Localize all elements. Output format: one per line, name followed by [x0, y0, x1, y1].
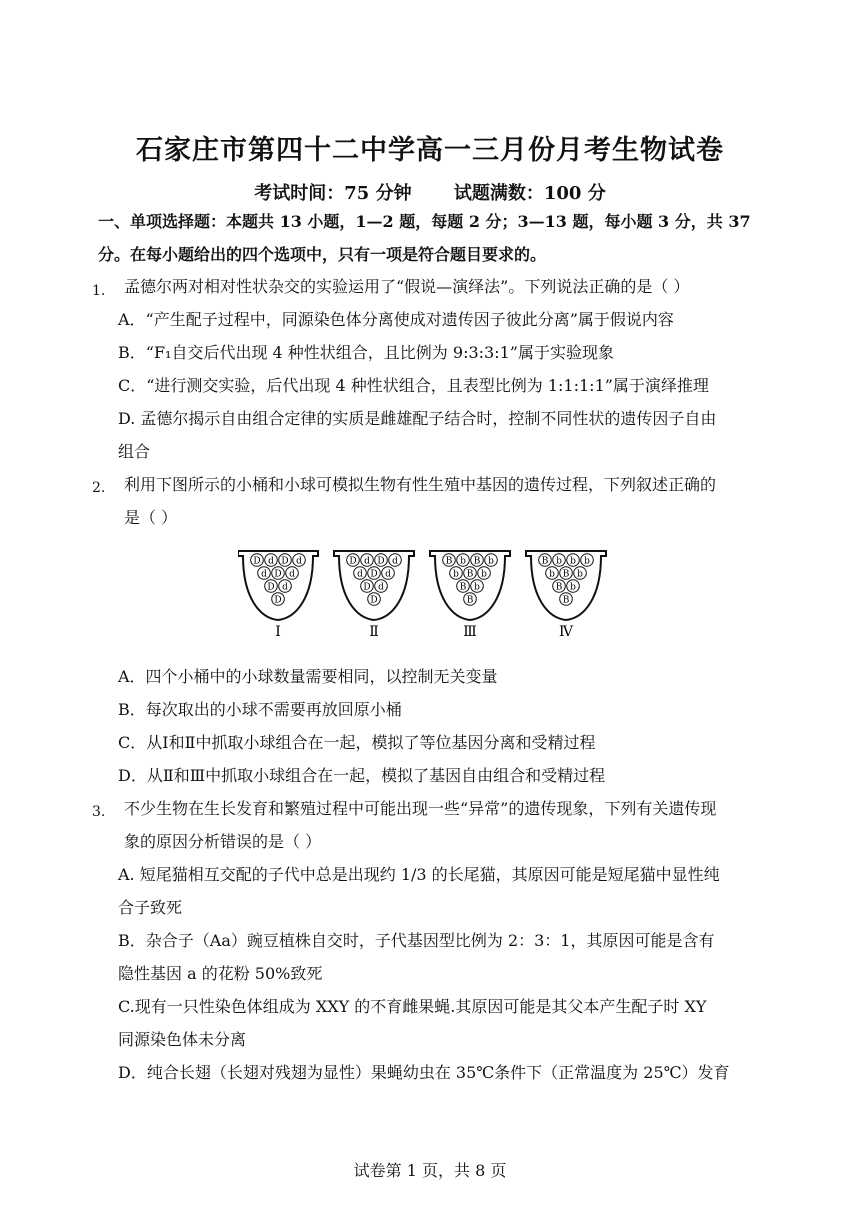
ball-label: d: [385, 569, 391, 580]
question-3-option-c: C.现有一只性染色体组成为 XXY 的不育雌果蝇.其原因可能是其父本产生配子时 XY: [118, 997, 707, 1016]
page-title: 石家庄市第四十二中学高一三月份月考生物试卷: [136, 135, 724, 166]
question-1-option-d: D. 孟德尔揭示自由组合定律的实质是雌雄配子结合时，控制不同性状的遗传因子自由: [118, 409, 717, 428]
ball-label: B: [459, 582, 467, 593]
ball-label: D: [370, 595, 378, 606]
page-footer: 试卷第 1 页，共 8 页: [353, 1161, 507, 1180]
ball-label: b: [570, 582, 576, 593]
ball-label: B: [562, 595, 570, 606]
ball-label: d: [289, 569, 295, 580]
question-number-1: 1.: [92, 283, 106, 299]
question-1-option-c: C．“进行测交实验，后代出现 4 种性状组合，且表型比例为 1:1:1:1”属于演绎推理: [118, 376, 709, 395]
ball-label: D: [274, 569, 282, 580]
ball-label: d: [268, 556, 274, 567]
ball-label: b: [577, 569, 583, 580]
ball-label: b: [460, 556, 466, 567]
ball-label: B: [562, 569, 570, 580]
ball-label: b: [488, 556, 494, 567]
question-3-stem-cont: 象的原因分析错误的是（ ）: [124, 832, 322, 851]
question-3-option-d: D．纯合长翅（长翅对残翅为显性）果蝇幼虫在 35℃条件下（正常温度为 25℃）发育: [118, 1063, 730, 1082]
ball-label: b: [549, 569, 555, 580]
ball-label: d: [282, 582, 288, 593]
question-2-option-a: A．四个小桶中的小球数量需要相同，以控制无关变量: [118, 667, 498, 686]
ball-label: d: [364, 556, 370, 567]
exam-time: 考试时间：75 分钟: [254, 183, 412, 204]
ball-label: B: [473, 556, 481, 567]
ball-label: B: [555, 582, 563, 593]
ball-label: d: [357, 569, 363, 580]
ball-label: D: [253, 556, 261, 567]
question-3-option-a: A. 短尾猫相互交配的子代中总是出现约 1/3 的长尾猫，其原因可能是短尾猫中显性纯: [118, 865, 720, 884]
question-number-2: 2.: [92, 480, 106, 496]
ball-label: D: [267, 582, 275, 593]
ball-label: D: [349, 556, 357, 567]
question-3-option-c-cont: 同源染色体未分离: [118, 1030, 247, 1049]
question-2-option-d: D．从Ⅱ和Ⅲ中抓取小球组合在一起，模拟了基因自由组合和受精过程: [118, 766, 606, 785]
ball-label: B: [466, 569, 474, 580]
question-1-option-b: B．“F₁自交后代出现 4 种性状组合，且比例为 9:3:3:1”属于实验现象: [118, 343, 614, 362]
question-2-option-c: C．从Ⅰ和Ⅱ中抓取小球组合在一起，模拟了等位基因分离和受精过程: [118, 733, 596, 752]
ball-label: b: [570, 556, 576, 567]
ball-label: B: [466, 595, 474, 606]
bucket-label: Ⅳ: [559, 624, 573, 640]
section-heading-line2: 分。在每小题给出的四个选项中，只有一项是符合题目要求的。: [98, 245, 547, 264]
ball-label: D: [281, 556, 289, 567]
bucket-label: Ⅲ: [463, 624, 477, 640]
ball-label: b: [584, 556, 590, 567]
question-2-stem: 利用下图所示的小桶和小球可模拟生物有性生殖中基因的遗传过程，下列叙述正确的: [124, 475, 717, 494]
bucket-figure: [238, 548, 618, 640]
question-1-option-d-cont: 组合: [118, 442, 151, 461]
ball-label: B: [445, 556, 453, 567]
bucket-label: Ⅰ: [275, 624, 281, 640]
full-score: 试题满数：100 分: [453, 183, 606, 204]
question-number-3: 3.: [92, 804, 106, 820]
ball-label: b: [474, 582, 480, 593]
question-2-option-b: B．每次取出的小球不需要再放回原小桶: [118, 700, 402, 719]
ball-label: D: [363, 582, 371, 593]
bucket-label: Ⅱ: [369, 624, 379, 640]
ball-label: d: [296, 556, 302, 567]
question-3-option-a-cont: 合子致死: [118, 898, 183, 917]
ball-label: d: [378, 582, 384, 593]
ball-label: d: [261, 569, 267, 580]
ball-label: b: [453, 569, 459, 580]
bucket-3: [430, 551, 510, 640]
ball-label: D: [377, 556, 385, 567]
section-heading-line1: 一、单项选择题：本题共 13 小题，1—2 题，每题 2 分；3—13 题，每小题 3 分，共 37: [98, 212, 751, 231]
exam-info: [0, 179, 860, 205]
ball-label: B: [541, 556, 549, 567]
question-1-option-a: A．“产生配子过程中，同源染色体分离使成对遗传因子彼此分离”属于假说内容: [118, 310, 674, 329]
ball-label: D: [274, 595, 282, 606]
question-3-option-b-cont: 隐性基因 a 的花粉 50%致死: [118, 964, 323, 983]
bucket-2: [334, 551, 414, 640]
bucket-1: [238, 551, 318, 640]
ball-label: d: [392, 556, 398, 567]
question-3-option-b: B．杂合子（Aa）豌豆植株自交时，子代基因型比例为 2：3：1，其原因可能是含有: [118, 931, 715, 950]
question-1-stem: 孟德尔两对相对性状杂交的实验运用了“假说—演绎法”。下列说法正确的是（ ）: [124, 277, 690, 296]
question-2-stem-cont: 是（ ）: [124, 508, 178, 527]
ball-label: b: [556, 556, 562, 567]
ball-label: D: [370, 569, 378, 580]
bucket-4: [526, 551, 606, 640]
question-3-stem: 不少生物在生长发育和繁殖过程中可能出现一些“异常”的遗传现象，下列有关遗传现: [124, 799, 717, 818]
ball-label: b: [481, 569, 487, 580]
